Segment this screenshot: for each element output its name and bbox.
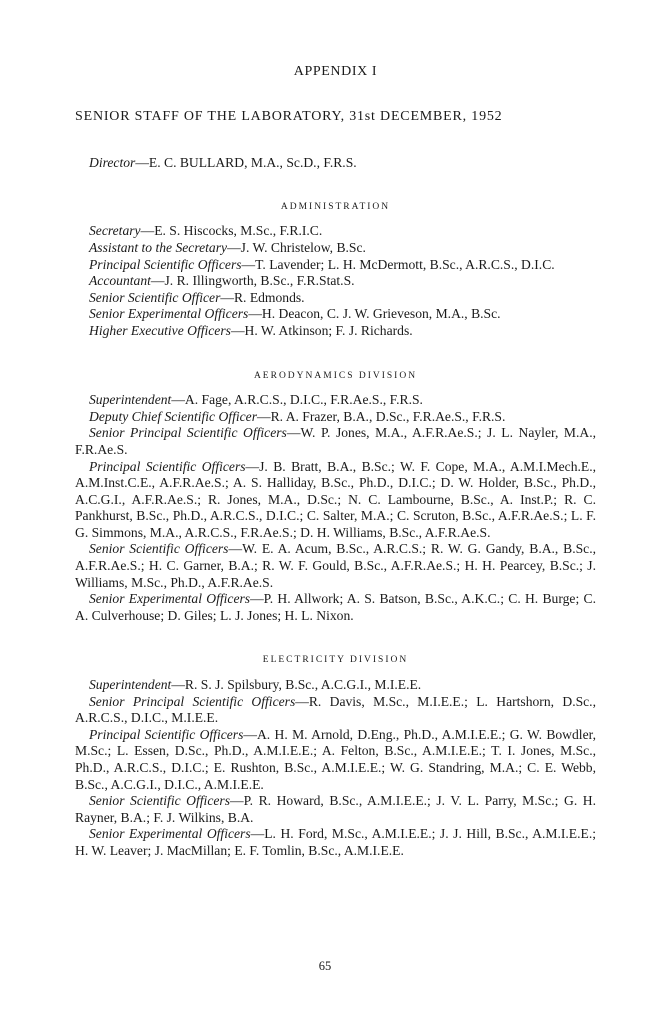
entry-names: —W. E. A. Acum, B.Sc., A.R.C.S.; R. W. G. Gandy, B.A., B.Sc., A.F.R.Ae.S.; H. C. Garner, B.A.; R. W. F. Gould, B.Sc., A.F.R.Ae.S.; H. H. Pearcey, B.Sc.; J. Williams, M.Sc., Ph.D., A.F.R.Ae.S. xyxy=(75,541,596,590)
entry-names: —H. W. Atkinson; F. J. Richards. xyxy=(230,322,413,338)
staff-entry xyxy=(75,290,596,307)
entry-role: Senior Experimental Officers xyxy=(89,826,251,842)
entry-names: —R. Davis, M.Sc., M.I.E.E.; L. Hartshorn, D.Sc., A.R.C.S., D.I.C., M.I.E.E. xyxy=(75,693,596,726)
section-title: ELECTRICITY DIVISION xyxy=(262,655,409,666)
director-line xyxy=(75,155,596,172)
staff-entry xyxy=(75,694,596,727)
entry-role: Senior Scientific Officer xyxy=(89,289,221,305)
entry-names: —J. B. Bratt, B.A., B.Sc.; W. F. Cope, M.A., A.M.I.Mech.E., A.M.Inst.C.E., A.F.R.Ae.S.; A. S. Halliday, B.Sc., Ph.D., D.I.C.; D. W. Holder, B.Sc., Ph.D., A.C.G.I., A.F.R.Ae.S.; R. Jones, M.A., D.Sc.; N. C. Lambourne, B.Sc., A. Inst.P.; R. C. Pankhurst, B.Sc., Ph.D., A.R.C.S., D.I.C.; C. Salter, M.A.; C. Scruton, B.Sc., A.F.R.Ae.S.; L. F. G. Simmons, M.A., A.R.C.S., F.R.Ae.S.; D. H. Williams, B.Sc., A.F.R.Ae.S. xyxy=(75,458,596,540)
entry-names: —R. Edmonds. xyxy=(220,289,305,305)
entry-role: Deputy Chief Scientific Officer xyxy=(89,408,257,424)
staff-entry xyxy=(75,826,596,859)
staff-entry xyxy=(75,793,596,826)
staff-entry xyxy=(75,306,596,323)
staff-entry xyxy=(75,257,596,274)
entry-role: Senior Experimental Officers xyxy=(89,306,249,322)
entry-names: —T. Lavender; L. H. McDermott, B.Sc., A.R.C.S., D.I.C. xyxy=(241,256,555,272)
staff-entry xyxy=(75,392,596,409)
page-number: 65 xyxy=(318,959,332,973)
entry-role: Principal Scientific Officers xyxy=(89,458,246,474)
entry-names: —P. R. Howard, B.Sc., A.M.I.E.E.; J. V. L. Parry, M.Sc.; G. H. Rayner, B.A.; F. J. Wilkins, B.A. xyxy=(75,793,596,825)
staff-entry xyxy=(75,323,596,340)
entry-names: —W. P. Jones, M.A., A.F.R.Ae.S.; J. L. Nayler, M.A., F.R.Ae.S. xyxy=(75,425,596,457)
entry-names: —A. Fage, A.R.C.S., D.I.C., F.R.Ae.S., F.R.S. xyxy=(171,392,423,408)
staff-entry xyxy=(75,273,596,290)
entry-role: Senior Principal Scientific Officers xyxy=(89,693,296,709)
entry-names: —R. A. Frazer, B.A., D.Sc., F.R.Ae.S., F.R.S. xyxy=(256,408,506,424)
entry-role: Principal Scientific Officers xyxy=(89,726,244,742)
staff-entry xyxy=(75,677,596,694)
staff-entry xyxy=(75,541,596,591)
page-heading: SENIOR STAFF OF THE LABORATORY, 31st DECEMBER, 1952 xyxy=(75,108,503,124)
section-administration xyxy=(75,199,596,340)
entry-role: Higher Executive Officers xyxy=(89,322,231,338)
entry-role: Senior Experimental Officers xyxy=(89,591,251,607)
appendix-title: APPENDIX I xyxy=(293,64,378,79)
director-role: Director xyxy=(89,155,136,171)
director-name: —E. C. BULLARD, M.A., Sc.D., F.R.S. xyxy=(135,155,357,171)
entry-role: Secretary xyxy=(89,223,141,239)
section-aerodynamics xyxy=(75,368,596,625)
entry-role: Superintendent xyxy=(89,677,172,693)
entry-role: Assistant to the Secretary xyxy=(89,239,228,255)
entry-names: —J. W. Christelow, B.Sc. xyxy=(227,239,366,255)
entry-names: —A. H. M. Arnold, D.Eng., Ph.D., A.M.I.E.E.; G. W. Bowdler, M.Sc.; L. Essen, D.Sc., Ph.D., A.M.I.E.E.; A. Felton, B.Sc., A.M.I.E.E.; T. I. Jones, M.Sc., Ph.D., A.R.C.S., D.I.C.; E. Rushton, B.Sc., A.M.I.E.E.; W. G. Standring, M.A.; C. E. Webb, B.Sc., A.C.G.I., D.I.C., A.M.I.E.E. xyxy=(75,726,596,792)
entry-names: —E. S. Hiscocks, M.Sc., F.R.I.C. xyxy=(140,223,323,239)
entry-names: —P. H. Allwork; A. S. Batson, B.Sc., A.K.C.; C. H. Burge; C. A. Culverhouse; D. Giles; L. J. Jones; H. L. Nixon. xyxy=(75,591,596,623)
staff-entry xyxy=(75,409,596,426)
entry-names: —J. R. Illingworth, B.Sc., F.R.Stat.S. xyxy=(150,273,355,289)
entry-role: Senior Scientific Officers xyxy=(89,793,230,809)
entry-names: —R. S. J. Spilsbury, B.Sc., A.C.G.I., M.I.E.E. xyxy=(171,677,422,693)
entry-role: Accountant xyxy=(89,273,151,289)
section-title: ADMINISTRATION xyxy=(280,201,391,212)
entry-role: Superintendent xyxy=(89,392,172,408)
staff-entry xyxy=(75,223,596,240)
staff-entry xyxy=(75,240,596,257)
entry-names: —H. Deacon, C. J. W. Grieveson, M.A., B.Sc. xyxy=(248,306,501,322)
staff-entry xyxy=(75,727,596,793)
staff-entry xyxy=(75,425,596,458)
staff-entry xyxy=(75,459,596,542)
section-electricity xyxy=(75,652,596,859)
entry-names: —L. H. Ford, M.Sc., A.M.I.E.E.; J. J. Hill, B.Sc., A.M.I.E.E.; H. W. Leaver; J. MacMillan; E. F. Tomlin, B.Sc., A.M.I.E.E. xyxy=(75,826,596,858)
staff-entry xyxy=(75,591,596,624)
section-title: AERODYNAMICS DIVISION xyxy=(253,370,418,381)
entry-role: Senior Scientific Officers xyxy=(89,541,229,557)
entry-role: Principal Scientific Officers xyxy=(89,256,242,272)
entry-role: Senior Principal Scientific Officers xyxy=(89,425,287,441)
